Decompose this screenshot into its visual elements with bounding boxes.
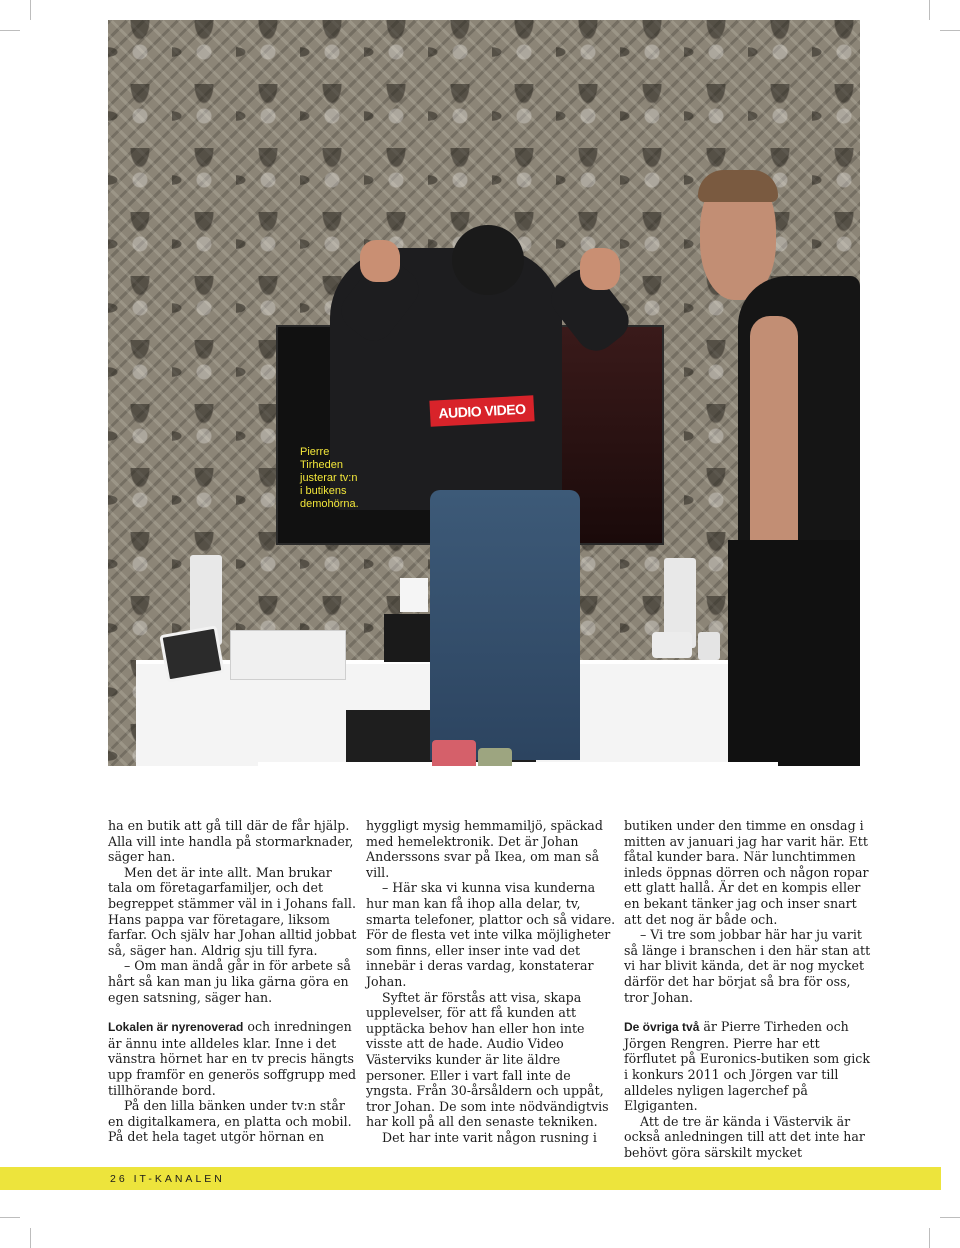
paragraph: På den lilla bänken under tv:n står en digitalkamera, en platta och mobil. På det hela taget utgör hörnan en	[108, 1098, 352, 1145]
photo-caption	[300, 446, 380, 511]
paragraph: Det har inte varit någon rusning i	[382, 1129, 597, 1145]
crop-mark-top-right-h	[940, 30, 960, 31]
candle-red	[432, 740, 476, 766]
crop-mark-bottom-left-v	[30, 1228, 31, 1248]
page-folio: 26 IT-KANALEN	[110, 1173, 225, 1185]
text-column-1	[108, 818, 358, 1145]
man-jeans	[430, 490, 580, 760]
caption-line: demohörna.	[300, 498, 359, 510]
caption-line: Tirheden	[300, 459, 344, 471]
caption-line: i butikens	[300, 485, 347, 497]
caption-line: Pierre	[300, 446, 330, 458]
crop-mark-top-left-h	[0, 30, 20, 31]
crop-mark-bottom-right-h	[940, 1217, 960, 1218]
run-in-heading: Lokalen är nyrenoverad	[108, 1020, 244, 1035]
candle-green	[478, 748, 512, 766]
paragraph: ha en butik att gå till där de får hjälp. Alla vill inte handla på stormarknader, säger han.	[108, 818, 354, 865]
paragraph	[624, 1019, 874, 1114]
paragraph: – Vi tre som jobbar här har ju varit så länge i branschen i den här stan att vi har blivit kända, det är nog mycket därför det har börjat så bra för oss, tror Johan.	[624, 927, 871, 1005]
tablet-device	[159, 625, 224, 682]
paragraph: butiken under den timme en onsdag i mitten av januari jag har varit här. Ett fåtal kunder bara. När lunchtimmen inleds öppnas dörren och någon ropar ett glatt hallå. Är det en kompis eller en bekant tänker jag och inser snart att det nog är både och.	[624, 818, 869, 927]
man-hand-left	[360, 240, 400, 282]
media-box	[230, 630, 346, 680]
phone-device	[698, 632, 720, 660]
run-in-heading: De övriga två	[624, 1020, 700, 1035]
shirt-logo-text: AUDIO VIDEO	[438, 400, 526, 422]
second-man-hair	[698, 170, 778, 202]
text-column-2	[366, 818, 616, 1145]
camera-device	[652, 632, 692, 658]
crop-mark-bottom-left-h	[0, 1217, 20, 1218]
crop-mark-top-left-v	[30, 0, 31, 20]
paragraph: hyggligt mysig hemmamiljö, späckad med hemelektronik. Det är Johan Anderssons svar på Ikea, om man så vill.	[366, 818, 603, 880]
crop-mark-top-right-v	[929, 0, 930, 20]
paragraph: Att de tre är kända i Västervik är också anledningen till att det inte har behövt göra särskilt mycket	[624, 1113, 865, 1160]
paragraph: Syftet är förstås att visa, skapa upplevelser, för att få kunden att upptäcka behov han eller hon inte visste att de hade. Audio Video Västerviks kunder är lite äldre personer. Eller i vart fall inte de yngsta. Från 30-årsåldern och uppåt, tror Johan. De som inte nödvändigtvis har koll på all den senaste tekniken.	[366, 989, 609, 1130]
man-hand-right	[580, 248, 620, 290]
paragraph	[108, 1019, 358, 1098]
dock-device	[400, 578, 428, 612]
paragraph-text: är Pierre Tirheden och Jörgen Rengren. Pierre har ett förflutet på Euronics-butiken som gick i konkurs 2011 och Jörgen var till alldeles nyligen lagerchef på Elgiganten.	[624, 1019, 870, 1114]
coffee-table	[258, 762, 778, 766]
paragraph: – Om man ändå går in för arbete så hårt så kan man ju lika gärna göra en egen satsning, säger han.	[108, 958, 351, 1005]
paragraph: Men det är inte allt. Man brukar tala om företagarfamiljer, och det begreppet stämmer väl in i Johans fall. Hans pappa var företagare, liksom farfar. Och själv har Johan alltid jobbat så, säger han. Aldrig sju till fyra.	[108, 864, 357, 958]
man-head	[452, 225, 524, 295]
caption-line: justerar tv:n	[300, 472, 358, 484]
shirt-logo	[429, 395, 534, 426]
paragraph-text: och inredningen är ännu inte alldeles klar. Inne i det vänstra hörnet har en tv precis hängts upp framför en generös soffgrupp med tillhörande bord.	[108, 1019, 357, 1098]
feature-photo	[108, 20, 860, 766]
text-column-3	[624, 818, 874, 1160]
crop-mark-bottom-right-v	[929, 1228, 930, 1248]
paragraph: – Här ska vi kunna visa kunderna hur man kan få ihop alla delar, tv, smarta telefoner, plattor och så vidare. För de flesta vet inte vilka möjligheter som finns, eller inser inte vad det innebär i deras vardag, konstaterar Johan.	[366, 880, 616, 989]
second-man-trousers	[728, 540, 860, 766]
